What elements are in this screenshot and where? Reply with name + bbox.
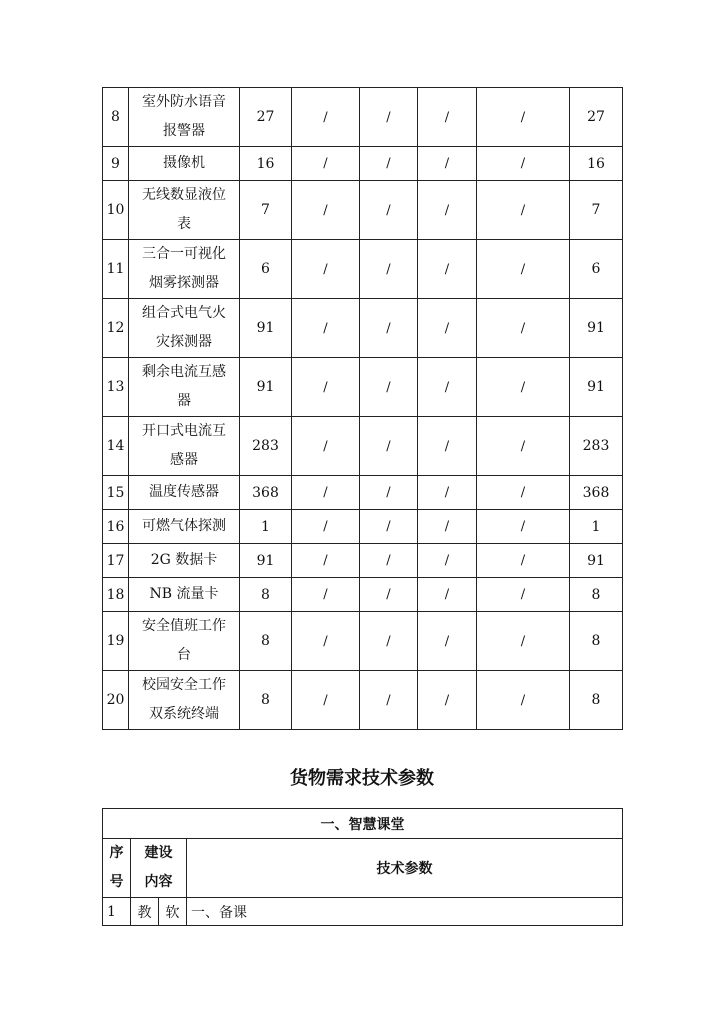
item-name-line: 感器 <box>170 452 198 468</box>
cell-slash: / <box>292 417 360 476</box>
cell-slash: / <box>418 240 477 299</box>
item-name-line: 台 <box>177 647 191 663</box>
item-name-line: 校园安全工作 <box>142 677 226 693</box>
row-number: 17 <box>103 544 129 578</box>
equipment-quantity-table <box>102 87 623 730</box>
header-build-content-line2: 内容 <box>144 874 173 890</box>
cell-slash: / <box>360 358 418 417</box>
header-serial-no-line1: 序 <box>109 845 124 861</box>
header-technical-parameters: 技术参数 <box>187 839 623 898</box>
cell-slash: / <box>292 358 360 417</box>
item-name-line: 2G 数据卡 <box>150 552 218 568</box>
cell-slash: / <box>477 240 570 299</box>
cell-slash: / <box>477 299 570 358</box>
item-name <box>129 544 240 578</box>
table-row <box>103 578 623 612</box>
item-name <box>129 358 240 417</box>
cell-slash: / <box>418 181 477 240</box>
total-quantity: 91 <box>570 299 623 358</box>
item-name <box>129 147 240 181</box>
quantity: 283 <box>240 417 292 476</box>
item-name-line: 温度传感器 <box>149 484 219 500</box>
cell-slash: / <box>360 612 418 671</box>
row-no: 1 <box>103 898 131 926</box>
cell-slash: / <box>477 181 570 240</box>
table-row <box>103 544 623 578</box>
total-quantity: 91 <box>570 358 623 417</box>
item-name <box>129 240 240 299</box>
item-name <box>129 417 240 476</box>
row-number: 16 <box>103 510 129 544</box>
table-row <box>103 358 623 417</box>
cell-slash: / <box>360 544 418 578</box>
technical-parameters-table <box>102 808 623 926</box>
quantity: 8 <box>240 612 292 671</box>
cell-slash: / <box>292 181 360 240</box>
item-name-line: NB 流量卡 <box>149 586 219 602</box>
quantity: 91 <box>240 544 292 578</box>
item-name-line: 摄像机 <box>163 155 205 171</box>
table-row <box>103 476 623 510</box>
cell-slash: / <box>292 578 360 612</box>
row-number: 20 <box>103 671 129 730</box>
item-name <box>129 181 240 240</box>
cell-slash: / <box>418 299 477 358</box>
item-name-line: 三合一可视化 <box>142 246 226 262</box>
cell-slash: / <box>360 671 418 730</box>
row-number: 13 <box>103 358 129 417</box>
quantity: 27 <box>240 88 292 147</box>
item-name <box>129 578 240 612</box>
cell-slash: / <box>360 88 418 147</box>
row-number: 15 <box>103 476 129 510</box>
total-quantity: 368 <box>570 476 623 510</box>
cell-slash: / <box>477 544 570 578</box>
cell-slash: / <box>360 147 418 181</box>
cell-slash: / <box>477 671 570 730</box>
item-name-line: 双系统终端 <box>149 706 219 722</box>
total-quantity: 283 <box>570 417 623 476</box>
cell-slash: / <box>292 671 360 730</box>
item-name-line: 安全值班工作 <box>142 618 226 634</box>
row-number: 10 <box>103 181 129 240</box>
cell-slash: / <box>477 88 570 147</box>
quantity: 8 <box>240 578 292 612</box>
quantity: 7 <box>240 181 292 240</box>
item-name-line: 组合式电气火 <box>142 305 226 321</box>
table-row <box>103 88 623 147</box>
item-name-line: 烟雾探测器 <box>149 275 219 291</box>
quantity: 8 <box>240 671 292 730</box>
row-number: 12 <box>103 299 129 358</box>
cell-slash: / <box>418 358 477 417</box>
row-content-col1: 教 <box>131 898 159 926</box>
total-quantity: 91 <box>570 544 623 578</box>
item-name-line: 表 <box>177 216 191 232</box>
table-row <box>103 612 623 671</box>
cell-slash: / <box>292 476 360 510</box>
cell-slash: / <box>418 417 477 476</box>
header-build-content <box>131 839 187 898</box>
cell-slash: / <box>292 544 360 578</box>
section-header: 一、智慧课堂 <box>103 809 623 839</box>
quantity: 91 <box>240 299 292 358</box>
item-name <box>129 671 240 730</box>
cell-slash: / <box>418 147 477 181</box>
cell-slash: / <box>477 147 570 181</box>
cell-slash: / <box>418 612 477 671</box>
section-title: 货物需求技术参数 <box>290 768 434 789</box>
row-parameter-text: 一、备课 <box>187 898 623 926</box>
cell-slash: / <box>292 147 360 181</box>
cell-slash: / <box>292 88 360 147</box>
cell-slash: / <box>360 510 418 544</box>
row-content-col2: 软 <box>159 898 187 926</box>
table-row <box>103 510 623 544</box>
item-name <box>129 299 240 358</box>
cell-slash: / <box>418 88 477 147</box>
cell-slash: / <box>418 510 477 544</box>
row-number: 19 <box>103 612 129 671</box>
quantity: 368 <box>240 476 292 510</box>
table-row <box>103 147 623 181</box>
cell-slash: / <box>360 417 418 476</box>
row-number: 18 <box>103 578 129 612</box>
cell-slash: / <box>477 612 570 671</box>
item-name <box>129 476 240 510</box>
row-number: 11 <box>103 240 129 299</box>
cell-slash: / <box>292 510 360 544</box>
item-name-line: 报警器 <box>163 123 205 139</box>
total-quantity: 6 <box>570 240 623 299</box>
cell-slash: / <box>360 299 418 358</box>
table-row <box>103 671 623 730</box>
cell-slash: / <box>292 240 360 299</box>
item-name-line: 无线数显液位 <box>142 187 226 203</box>
quantity: 16 <box>240 147 292 181</box>
row-number: 8 <box>103 88 129 147</box>
header-serial-no-line2: 号 <box>109 874 124 890</box>
header-build-content-line1: 建设 <box>144 845 173 861</box>
item-name-line: 室外防水语音 <box>142 94 226 110</box>
cell-slash: / <box>477 476 570 510</box>
total-quantity: 27 <box>570 88 623 147</box>
item-name-line: 开口式电流互 <box>142 423 226 439</box>
total-quantity: 8 <box>570 612 623 671</box>
cell-slash: / <box>418 476 477 510</box>
cell-slash: / <box>418 578 477 612</box>
cell-slash: / <box>360 578 418 612</box>
cell-slash: / <box>360 240 418 299</box>
cell-slash: / <box>477 358 570 417</box>
cell-slash: / <box>418 544 477 578</box>
item-name <box>129 88 240 147</box>
row-number: 14 <box>103 417 129 476</box>
cell-slash: / <box>418 671 477 730</box>
table-row <box>103 240 623 299</box>
total-quantity: 8 <box>570 578 623 612</box>
total-quantity: 16 <box>570 147 623 181</box>
item-name <box>129 612 240 671</box>
table-row <box>103 181 623 240</box>
item-name-line: 灾探测器 <box>156 334 212 350</box>
item-name-line: 剩余电流互感 <box>142 364 226 380</box>
quantity: 1 <box>240 510 292 544</box>
cell-slash: / <box>477 578 570 612</box>
cell-slash: / <box>477 510 570 544</box>
total-quantity: 7 <box>570 181 623 240</box>
quantity: 91 <box>240 358 292 417</box>
item-name-line: 可燃气体探测 <box>142 518 226 534</box>
cell-slash: / <box>360 181 418 240</box>
table-row <box>103 299 623 358</box>
cell-slash: / <box>360 476 418 510</box>
equipment-table-body <box>103 88 623 730</box>
cell-slash: / <box>477 417 570 476</box>
quantity: 6 <box>240 240 292 299</box>
total-quantity: 8 <box>570 671 623 730</box>
table-row <box>103 417 623 476</box>
cell-slash: / <box>292 612 360 671</box>
total-quantity: 1 <box>570 510 623 544</box>
cell-slash: / <box>292 299 360 358</box>
item-name-line: 器 <box>177 393 191 409</box>
item-name <box>129 510 240 544</box>
row-number: 9 <box>103 147 129 181</box>
header-serial-no <box>103 839 131 898</box>
